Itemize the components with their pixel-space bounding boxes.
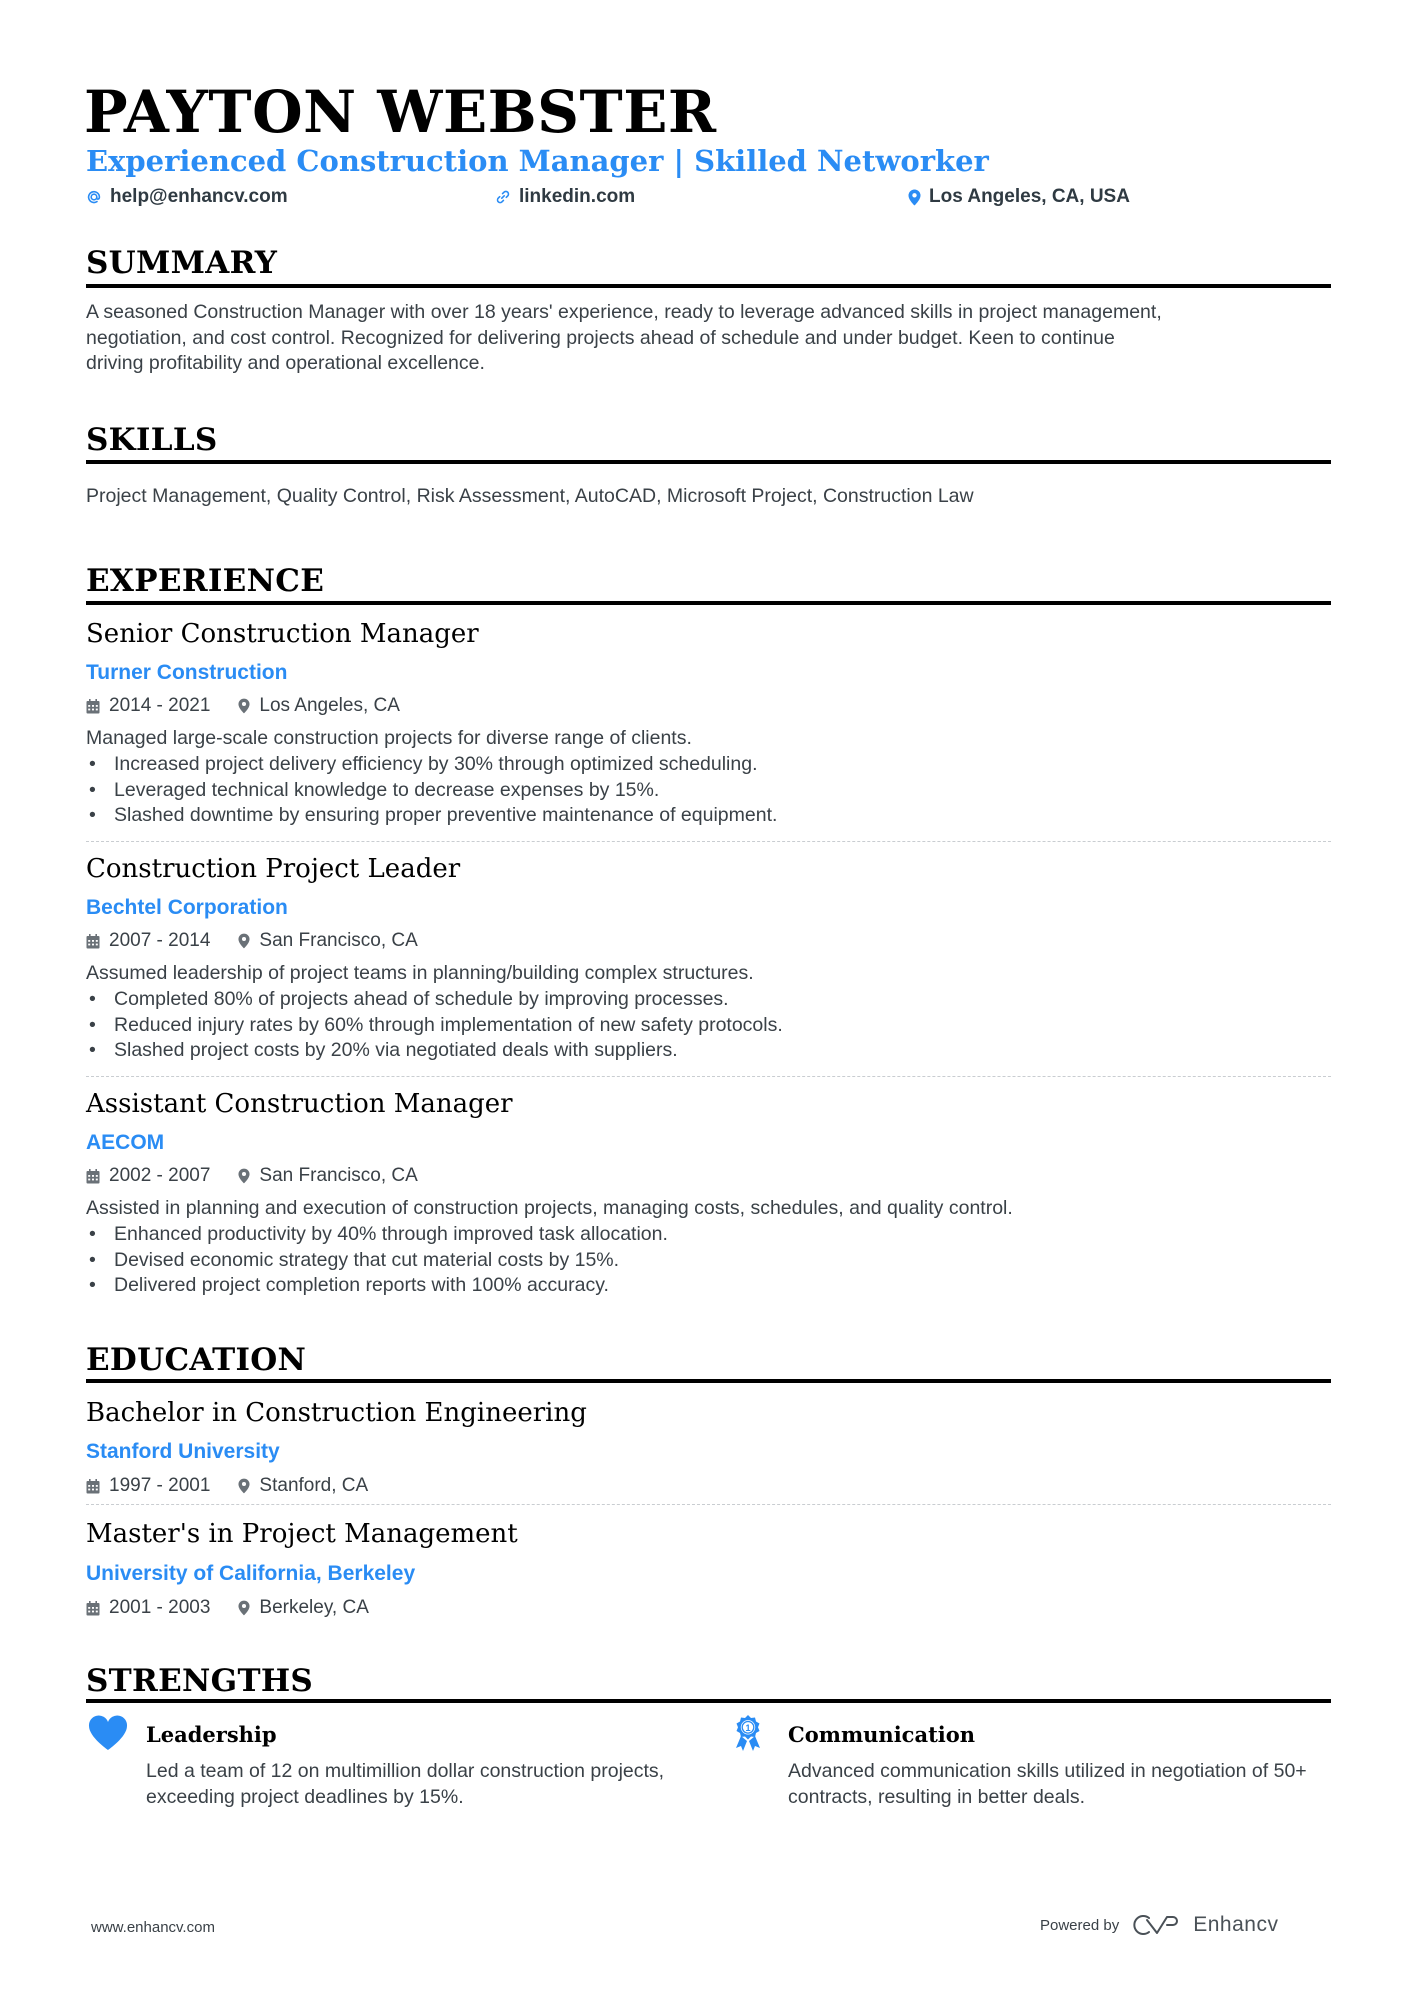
degree-title: Master's in Project Management xyxy=(86,1519,518,1549)
contact-location-text: Los Angeles, CA, USA xyxy=(929,186,1130,207)
achievement-item: • Slashed project costs by 20% via negotiated deals with suppliers. xyxy=(86,1038,783,1064)
school-name: Stanford University xyxy=(86,1440,280,1463)
map-pin-icon xyxy=(908,189,921,206)
section-rule xyxy=(86,1379,1331,1383)
company-name: AECOM xyxy=(86,1131,165,1154)
section-heading-strengths: STRENGTHS xyxy=(86,1663,314,1699)
summary-line: negotiation, and cost control. Recognized for delivering projects ahead of schedule and under budget. Keen to continue xyxy=(86,326,1115,349)
job-dates: 2007 - 2014 xyxy=(109,930,211,951)
education-meta xyxy=(86,1596,369,1620)
achievement-item: • Completed 80% of projects ahead of schedule by improving processes. xyxy=(86,987,783,1013)
job-meta xyxy=(86,1164,418,1188)
section-heading-experience: EXPERIENCE xyxy=(86,563,325,599)
section-rule xyxy=(86,284,1331,288)
candidate-name: PAYTON WEBSTER xyxy=(84,78,717,146)
footer-website-link[interactable]: www.enhancv.com xyxy=(91,1919,215,1936)
education-location: Stanford, CA xyxy=(259,1475,369,1496)
summary-text xyxy=(86,300,1336,377)
candidate-title: Experienced Construction Manager | Skilled Networker xyxy=(86,144,989,178)
summary-line: A seasoned Construction Manager with over 18 years' experience, ready to leverage advanced skills in project management, xyxy=(86,301,1162,323)
job-meta xyxy=(86,694,400,718)
job-description: Assumed leadership of project teams in planning/building complex structures. xyxy=(86,962,754,984)
achievement-item: • Delivered project completion reports with 100% accuracy. xyxy=(86,1273,668,1299)
footer-powered-by[interactable] xyxy=(1040,1913,1278,1937)
link-icon xyxy=(495,189,511,205)
strength-title: Communication xyxy=(788,1722,976,1747)
achievement-item: • Slashed downtime by ensuring proper preventive maintenance of equipment. xyxy=(86,803,777,829)
map-pin-icon xyxy=(238,698,250,714)
strength-title: Leadership xyxy=(146,1722,277,1747)
achievement-item: • Increased project delivery efficiency by 30% through optimized scheduling. xyxy=(86,752,777,778)
job-achievements xyxy=(86,987,783,1064)
job-dates: 2014 - 2021 xyxy=(109,695,211,716)
section-rule xyxy=(86,1699,1331,1703)
contact-location xyxy=(908,185,1130,209)
map-pin-icon xyxy=(238,1168,250,1184)
enhancv-logo-icon xyxy=(1133,1913,1179,1937)
company-name: Turner Construction xyxy=(86,661,288,684)
job-title: Assistant Construction Manager xyxy=(86,1089,513,1119)
education-location: Berkeley, CA xyxy=(259,1597,369,1618)
job-meta xyxy=(86,929,418,953)
calendar-icon xyxy=(86,934,100,949)
calendar-icon xyxy=(86,1601,100,1616)
job-achievements xyxy=(86,1222,668,1299)
strength-description: Advanced communication skills utilized in negotiation of 50+ contracts, resulting in better deals. xyxy=(788,1760,1307,1808)
achievement-item: • Devised economic strategy that cut material costs by 15%. xyxy=(86,1248,668,1274)
section-rule xyxy=(86,460,1331,464)
summary-line: driving profitability and operational excellence. xyxy=(86,352,485,375)
job-description: Managed large-scale construction projects for diverse range of clients. xyxy=(86,727,692,749)
section-heading-summary: SUMMARY xyxy=(86,245,278,281)
strength-description: Led a team of 12 on multimillion dollar construction projects, exceeding project deadlines by 15%. xyxy=(146,1760,665,1808)
calendar-icon xyxy=(86,1169,100,1184)
job-achievements xyxy=(86,752,777,829)
company-name: Bechtel Corporation xyxy=(86,896,288,919)
education-dates: 1997 - 2001 xyxy=(109,1475,211,1496)
job-location: San Francisco, CA xyxy=(259,930,418,951)
map-pin-icon xyxy=(238,933,250,949)
svg-text:1: 1 xyxy=(745,1723,751,1733)
calendar-icon xyxy=(86,1479,100,1494)
brand-name: Enhancv xyxy=(1193,1913,1279,1936)
section-heading-skills: SKILLS xyxy=(86,422,218,458)
job-title: Construction Project Leader xyxy=(86,854,461,884)
entry-divider xyxy=(86,1076,1331,1077)
calendar-icon xyxy=(86,699,100,714)
job-location: Los Angeles, CA xyxy=(259,695,400,716)
powered-by-label: Powered by xyxy=(1040,1916,1120,1934)
map-pin-icon xyxy=(238,1478,250,1494)
skills-list: Project Management, Quality Control, Risk Assessment, AutoCAD, Microsoft Project, Construction Law xyxy=(86,485,974,507)
achievement-item: • Enhanced productivity by 40% through improved task allocation. xyxy=(86,1222,668,1248)
achievement-item: • Leveraged technical knowledge to decrease expenses by 15%. xyxy=(86,778,777,804)
contact-linkedin[interactable] xyxy=(495,185,635,209)
at-icon xyxy=(86,189,102,205)
job-dates: 2002 - 2007 xyxy=(109,1165,211,1186)
entry-divider xyxy=(86,1504,1331,1505)
school-name: University of California, Berkeley xyxy=(86,1562,416,1585)
section-rule xyxy=(86,601,1331,605)
map-pin-icon xyxy=(238,1600,250,1616)
job-title: Senior Construction Manager xyxy=(86,619,479,649)
achievement-item: • Reduced injury rates by 60% through implementation of new safety protocols. xyxy=(86,1013,783,1039)
education-meta xyxy=(86,1474,368,1498)
entry-divider xyxy=(86,841,1331,842)
award-ribbon-icon xyxy=(733,1714,763,1757)
contact-email-text: help@enhancv.com xyxy=(110,186,288,207)
degree-title: Bachelor in Construction Engineering xyxy=(86,1398,587,1428)
job-description: Assisted in planning and execution of construction projects, managing costs, schedules, and quality control. xyxy=(86,1197,1013,1219)
heart-icon xyxy=(88,1715,128,1756)
contact-email[interactable] xyxy=(86,185,288,209)
section-heading-education: EDUCATION xyxy=(86,1342,307,1378)
job-location: San Francisco, CA xyxy=(259,1165,418,1186)
education-dates: 2001 - 2003 xyxy=(109,1597,211,1618)
contact-linkedin-text: linkedin.com xyxy=(519,186,636,207)
